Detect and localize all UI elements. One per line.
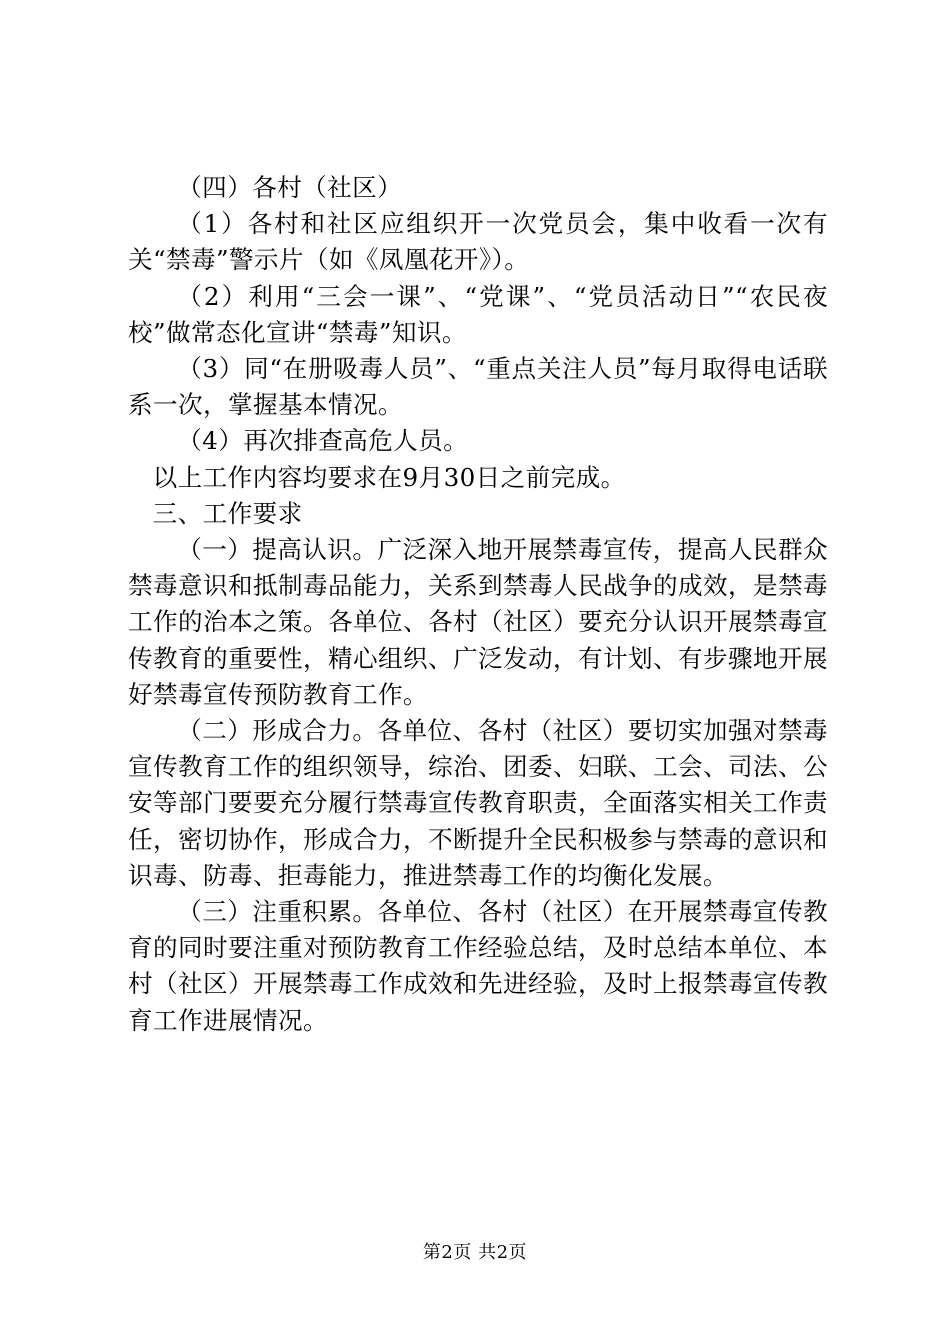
section-heading-villages: （四）各村（社区） [177,173,403,202]
paragraph-village-item-3: （3）同“在册吸毒人员”、“重点关注人员”每月取得电话联系一次，掌握基本情况。 [128,354,828,420]
section-heading-requirements: 三、工作要求 [152,498,303,528]
paragraph-requirement-2: （二）形成合力。各单位、各村（社区）要切实加强对禁毒宣传教育工作的组织领导，综治、团委、妇联、工会、司法、公安等部门要要充分履行禁毒宣传教育职责，全面落实相关工作责任，密切协作，形成合力，不断提升全民积极参与禁毒的意识和识毒、防毒、拒毒能力，推进禁毒工作的均衡化发展。 [128,716,828,890]
paragraph-requirement-1: （一）提高认识。广泛深入地开展禁毒宣传，提高人民群众禁毒意识和抵制毒品能力，关系到禁毒人民战争的成效，是禁毒工作的治本之策。各单位、各村（社区）要充分认识开展禁毒宣传教育的重要性，精心组织、广泛发动，有计划、有步骤地开展好禁毒宣传预防教育工作。 [128,535,828,709]
paragraph-village-item-2: （2）利用“三会一课”、“党课”、“党员活动日”“农民夜校”做常态化宣讲“禁毒”知识。 [128,281,828,347]
paragraph-village-item-4: （4）再次排查高危人员。 [177,426,469,456]
page-footer [0,1241,950,1265]
document-body [128,170,828,1039]
paragraph-deadline: 以上工作内容均要求在9月30日之前完成。 [152,462,626,492]
page-number-label: 第2页 共2页 [422,1242,528,1263]
paragraph-requirement-3: （三）注重积累。各单位、各村（社区）在开展禁毒宣传教育的同时要注重对预防教育工作经验总结，及时总结本单位、本村（社区）开展禁毒工作成效和先进经验，及时上报禁毒宣传教育工作进展情况。 [128,897,828,1035]
paragraph-village-item-1: （1）各村和社区应组织开一次党员会，集中收看一次有关“禁毒”警示片（如《凤凰花开》）。 [128,209,828,275]
